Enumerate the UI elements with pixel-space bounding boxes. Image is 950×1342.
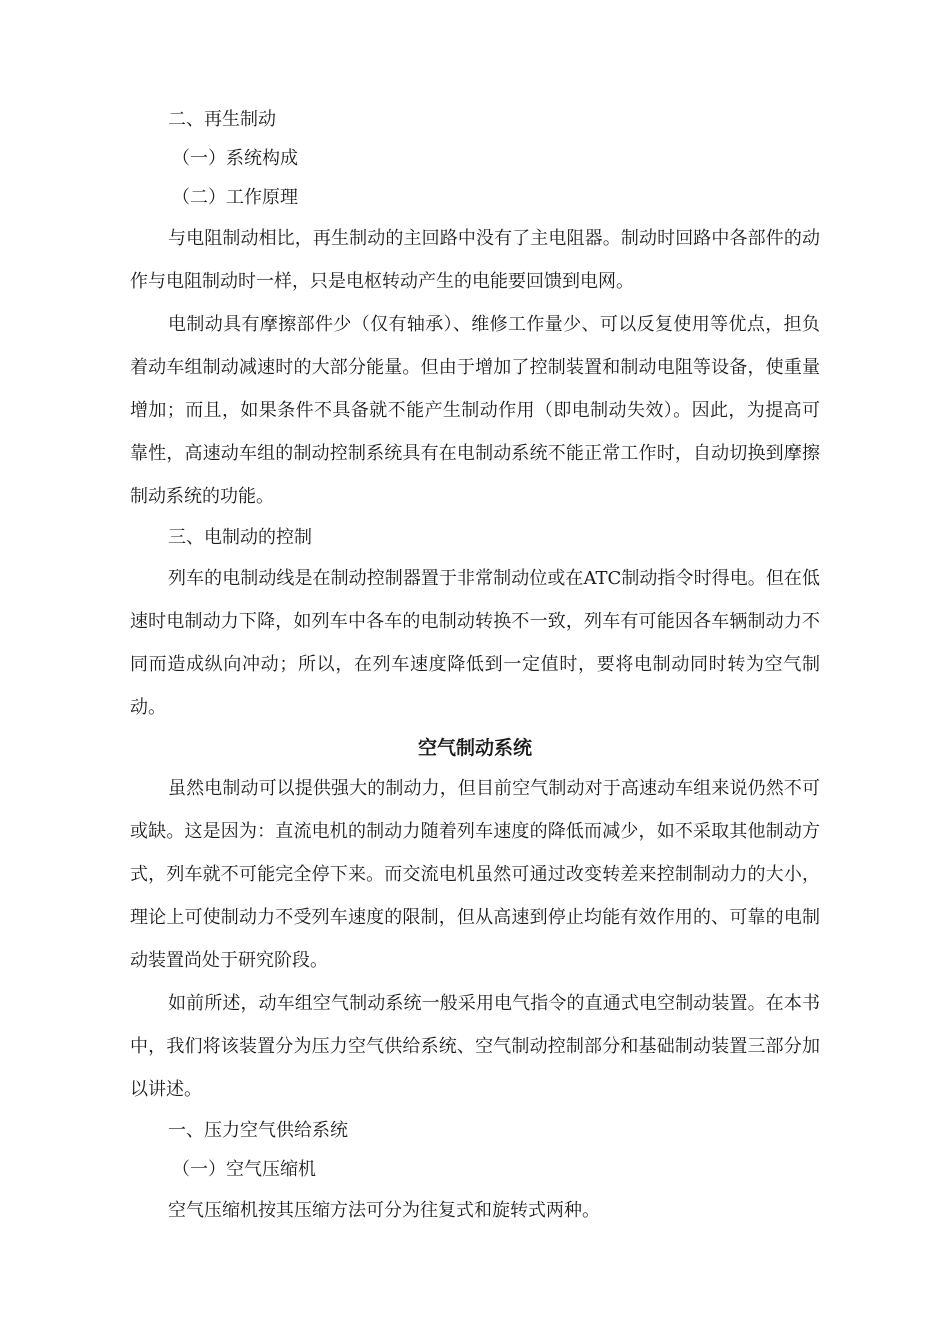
subheading-air-compressor: （一）空气压缩机	[172, 1159, 316, 1180]
paragraph-regen-principle: 与电阻制动相比，再生制动的主回路中没有了主电阻器。制动时回路中各部件的动作与电阻制动时一样，只是电枢转动产生的电能要回馈到电网。	[130, 228, 820, 292]
section-title-air-brake-system: 空气制动系统	[417, 737, 532, 759]
section-heading-electric-brake-control: 三、电制动的控制	[168, 527, 312, 548]
paragraph-electric-brake-control: 列车的电制动线是在制动控制器置于非常制动位或在ATC制动指令时得电。但在低速时电制动力下降，如列车中各车的电制动转换不一致，列车有可能因各车辆制动力不同而造成纵向冲动；所以，在列车速度降低到一定值时，要将电制动同时转为空气制动。	[130, 568, 820, 718]
section-heading-air-supply-system: 一、压力空气供给系统	[168, 1120, 348, 1141]
subheading-working-principle: （二）工作原理	[172, 187, 298, 208]
section-heading-regenerative-braking: 二、再生制动	[168, 109, 276, 130]
subheading-system-composition: （一）系统构成	[172, 148, 298, 169]
paragraph-air-brake-necessity: 虽然电制动可以提供强大的制动力，但目前空气制动对于高速动车组来说仍然不可或缺。这是因为：直流电机的制动力随着列车速度的降低而减少，如不采取其他制动方式，列车就不可能完全停下来。而交流电机虽然可通过改变转差来控制制动力的大小，理论上可使制动力不受列车速度的限制，但从高速到停止均能有效作用的、可靠的电制动装置尚处于研究阶段。	[130, 778, 820, 971]
document-page	[130, 100, 820, 1232]
paragraph-compressor-types: 空气压缩机按其压缩方法可分为往复式和旋转式两种。	[168, 1200, 600, 1221]
paragraph-electric-braking-advantages: 电制动具有摩擦部件少（仅有轴承）、维修工作量少、可以反复使用等优点，担负着动车组制动减速时的大部分能量。但由于增加了控制装置和制动电阻等设备，使重量增加；而且，如果条件不具备就不能产生制动作用（即电制动失效）。因此，为提高可靠性，高速动车组的制动控制系统具有在电制动系统不能正常工作时，自动切换到摩擦制动系统的功能。	[130, 314, 820, 507]
paragraph-air-brake-overview: 如前所述，动车组空气制动系统一般采用电气指令的直通式电空制动装置。在本书中，我们将该装置分为压力空气供给系统、空气制动控制部分和基础制动装置三部分加以讲述。	[130, 993, 820, 1100]
